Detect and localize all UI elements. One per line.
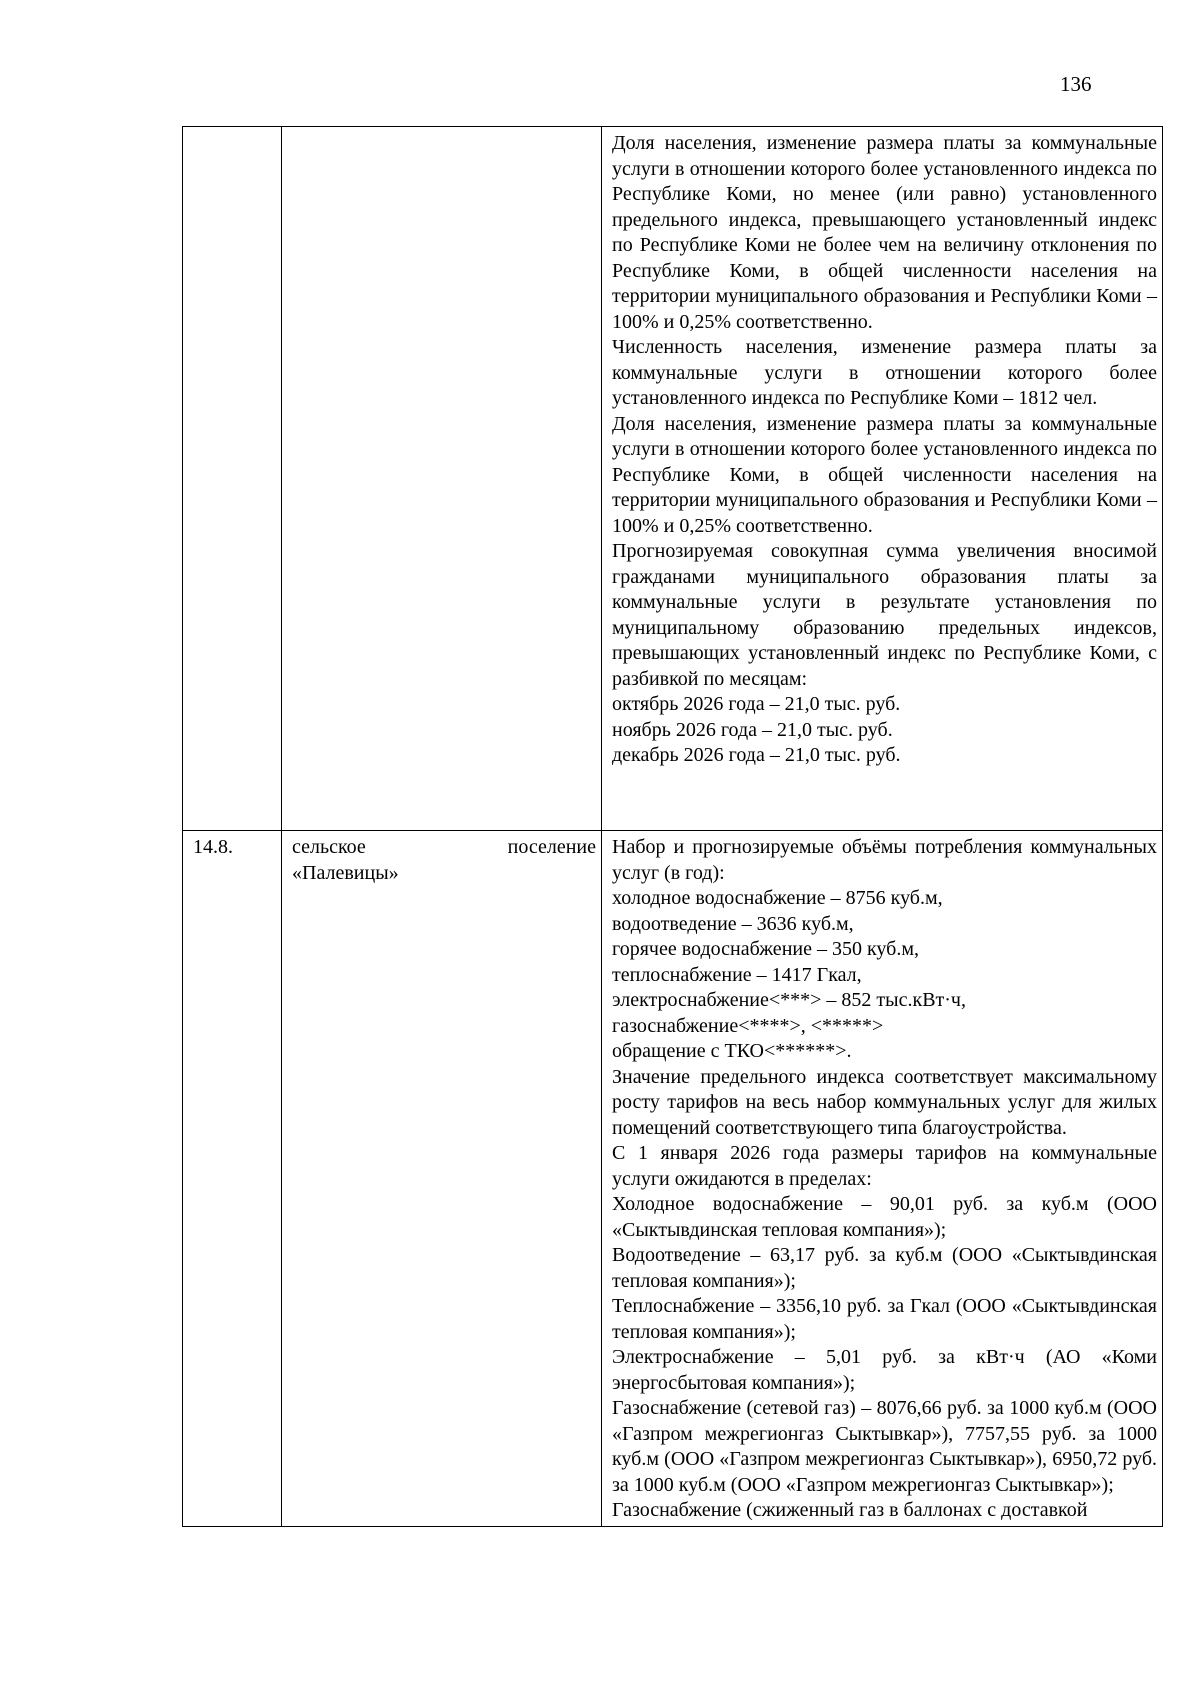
paragraph: газоснабжение<****>, <*****>	[612, 1014, 884, 1037]
territory-cell	[282, 831, 602, 1527]
row-number-cell	[183, 127, 282, 831]
territory-cell	[282, 127, 602, 831]
paragraph: Доля населения, изменение размера платы за коммунальные услуги в отношении которого более установленного индекса по Республике Коми, в общей численности населения на территории муниципального образования и Республики Коми – 100% и 0,25% соответственно.	[612, 412, 1157, 537]
territory-word: поселение	[507, 836, 596, 858]
paragraph: октябрь 2026 года – 21,0 тыс. руб.	[612, 693, 901, 715]
territory-name: «Палевицы»	[292, 861, 399, 884]
paragraph: Доля населения, изменение размера платы за коммунальные услуги в отношении которого более установленного индекса по Республике Коми, но менее (или равно) установленного предельного индекса, превышающего установленный индекс по Республике Коми не более чем на величину отклонения по Республике Коми, в общей численности населения на территории муниципального образования и Республики Коми – 100% и 0,25% соответственно.	[612, 132, 1157, 333]
table-row	[183, 831, 1163, 1527]
paragraph: Значение предельного индекса соответствует максимальному росту тарифов на весь набор коммунальных услуг для жилых помещений соответствующего типа благоустройства.	[612, 1065, 1157, 1139]
paragraph: Газоснабжение (сетевой газ) – 8076,66 руб. за 1000 куб.м (ООО «Газпром межрегионгаз Сыктывкар»), 7757,55 руб. за 1000 куб.м (ООО «Газпром межрегионгаз Сыктывкар»), 6950,72 руб. за 1000 куб.м (ООО «Газпром межрегионгаз Сыктывкар»);	[612, 1397, 1157, 1496]
paragraph: теплоснабжение – 1417 Гкал,	[612, 963, 862, 986]
paragraph: электроснабжение<***> – 852 тыс.кВт·ч,	[612, 989, 966, 1011]
paragraph: холодное водоснабжение – 8756 куб.м,	[612, 887, 943, 909]
paragraph: горячее водоснабжение – 350 куб.м,	[612, 938, 919, 960]
paragraph: декабрь 2026 года – 21,0 тыс. руб.	[612, 744, 901, 766]
territory-word: сельское	[292, 836, 366, 858]
paragraph: Прогнозируемая совокупная сумма увеличения вносимой гражданами муниципального образования платы за коммунальные услуги в результате установления по муниципальному образованию предельных индексов, превышающих установленный индекс по Республике Коми, с разбивкой по месяцам:	[612, 540, 1157, 690]
table-row	[183, 127, 1163, 831]
paragraph: Водоотведение – 63,17 руб. за куб.м (ООО «Сыктывдинская тепловая компания»);	[612, 1244, 1157, 1292]
tariff-table	[182, 126, 1163, 1527]
paragraph: Электроснабжение – 5,01 руб. за кВт·ч (АО «Коми энергосбытовая компания»);	[612, 1346, 1157, 1394]
paragraph: Газоснабжение (сжиженный газ в баллонах с доставкой	[612, 1499, 1088, 1521]
paragraph: ноябрь 2026 года – 21,0 тыс. руб.	[612, 718, 893, 741]
paragraph: Теплоснабжение – 3356,10 руб. за Гкал (ООО «Сыктывдинская тепловая компания»);	[612, 1295, 1157, 1343]
paragraph: обращение с ТКО<******>.	[612, 1040, 852, 1062]
paragraph: водоотведение – 3636 куб.м,	[612, 912, 854, 935]
description-cell	[602, 831, 1163, 1527]
description-cell	[602, 127, 1163, 831]
territory-type	[292, 835, 596, 861]
page-number: 136	[1060, 72, 1092, 96]
paragraph: С 1 января 2026 года размеры тарифов на коммунальные услуги ожидаются в пределах:	[612, 1142, 1157, 1190]
paragraph: Набор и прогнозируемые объёмы потребления коммунальных услуг (в год):	[612, 836, 1157, 884]
paragraph: Численность населения, изменение размера платы за коммунальные услуги в отношении которого более установленного индекса по Республике Коми – 1812 чел.	[612, 336, 1157, 409]
paragraph: Холодное водоснабжение – 90,01 руб. за куб.м (ООО «Сыктывдинская тепловая компания»);	[612, 1193, 1157, 1241]
row-number-cell: 14.8.	[183, 831, 282, 1527]
